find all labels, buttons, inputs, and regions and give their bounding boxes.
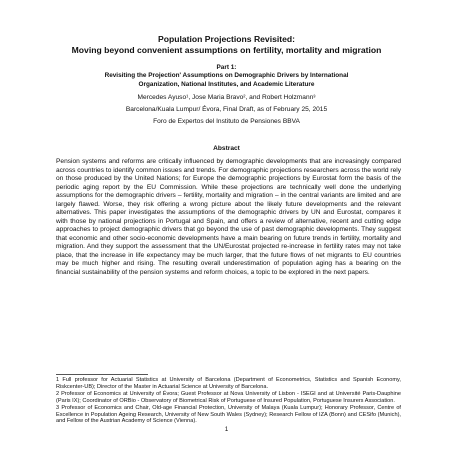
abstract-heading: Abstract xyxy=(213,145,240,152)
paper-title-line-1: Population Projections Revisited: xyxy=(157,34,296,44)
footnote-1: 1 Full professor for Actuarial Statistics at University of Barcelona (Department of Econometrics, Statistics and Spanish Economy, Riskcenter-UB); Director of the Master in Actuarial Science at University of Barcelona. xyxy=(56,377,401,390)
subtitle-line-1: Revisiting the Projection' Assumptions on Demographic Drivers by International xyxy=(104,72,349,79)
footnote-divider xyxy=(56,374,148,375)
footnotes xyxy=(56,377,401,425)
subtitle-line-2: Organization, National Institutes, and Academic Literature xyxy=(138,80,315,88)
part-label: Part 1: xyxy=(216,64,237,71)
page-number: 1 xyxy=(224,426,229,433)
paper-title-line-2: Moving beyond convenient assumptions on fertility, mortality and migration xyxy=(71,45,382,55)
place-date: Barcelona/Kuala Lumpur/ Évora, Final Draft, as of February 25, 2015 xyxy=(125,106,328,114)
abstract-body: Pension systems and reforms are critically influenced by demographic developments that are increasingly compared across countries to identify common issues and trends. For demographic projections researchers across the world rely on those produced by the United Nations; for Europe the demographic projections by Eurostat form the basis of the periodic aging report by the EU Commission. While these projections are technically well done the underlying assumptions for the demographic drivers – fertility, mortality and migration – in the central variants are limited and are largely flawed. Worse, they risk offering a wrong picture about the likely future developments and the relevant alternatives. This paper investigates the assumptions of the demographic drivers by UN and Eurostat, compares it with those by national projections in Portugal and Spain, and offers a review of alternative, recent and cutting edge approaches to project demographic drivers that go beyond the use of past demographic developments. They suggest that economic and other socio-economic developments have a main bearing on future trends in fertility, mortality and migration. And they support the assessment that the UN/Eurostat projected re-increase in fertility rates may not take place, that the increase in life expectancy may be much larger, that the future flows of net migrants to EU countries may be much higher and rising. The resulting overall underestimation of population aging has a bearing on the financial sustainability of the pension systems and reform choices, a topic to be explored in the next papers. xyxy=(56,158,401,276)
footnote-3: 3 Professor of Economics and Chair, Old-age Financial Protection, University of Malaya (Kuala Lumpur); Honorary Professor, Centre of Excellence in Population Ageing Research, University of New South Wales (Sydney); Research Fellow of IZA (Bonn) and CESifo (Munich), and Fellow of the Austrian Academy of Science (Vienna). xyxy=(56,404,401,425)
author-list: Mercedes Ayuso¹, Jose Maria Bravo², and Robert Holzmann³ xyxy=(137,94,316,102)
footnote-2: 2 Professor of Economics at University of Évora; Guest Professor at Nova University of Lisbon - ISEGI and at Université Paris-Dauphine (Paris IX); Coordinator of ORBio - Observatory of Biometrical Risk of Portuguese of Insured Population, Portuguese Insurers Association. xyxy=(56,390,401,404)
institution: Foro de Expertos del Instituto de Pensiones BBVA xyxy=(153,118,300,126)
title-block xyxy=(40,34,413,126)
